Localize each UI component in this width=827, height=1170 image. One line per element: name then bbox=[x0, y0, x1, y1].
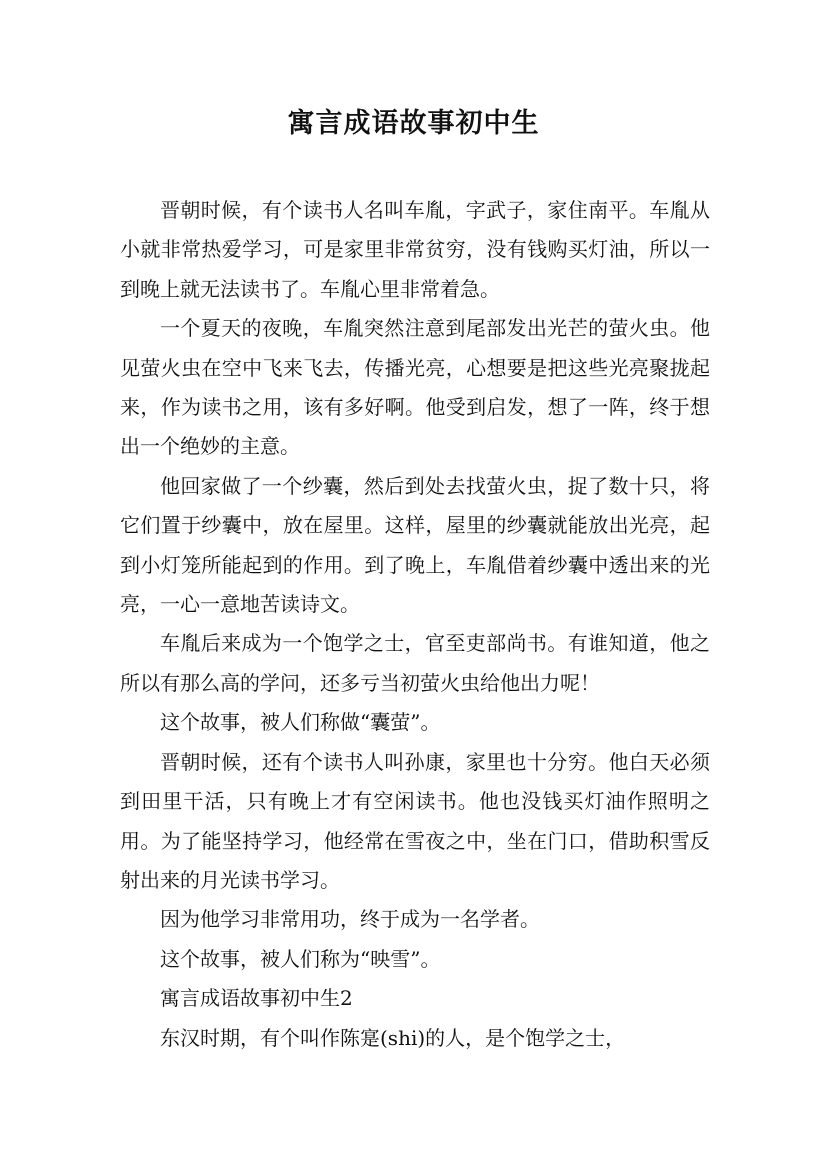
paragraph-5: 这个故事，被人们称做“囊萤”。 bbox=[160, 710, 441, 735]
paragraph-2: 一个夏天的夜晚，车胤突然注意到尾部发出光芒的萤火虫。他见萤火虫在空中飞来飞去，传播光亮，心想要是把这些光亮聚拢起来，作为读书之用，该有多好啊。他受到启发，想了一阵，终于想出一个绝妙的主意。 bbox=[120, 316, 710, 459]
document-title: 寓言成语故事初中生 bbox=[287, 108, 540, 139]
paragraph-10: 东汉时期，有个叫作陈寔(shi)的人，是个饱学之士， bbox=[160, 1025, 626, 1050]
paragraph-3: 他回家做了一个纱囊，然后到处去找萤火虫，捉了数十只，将它们置于纱囊中，放在屋里。这样，屋里的纱囊就能放出光亮，起到小灯笼所能起到的作用。到了晚上，车胤借着纱囊中透出来的光亮，一心一意地苦读诗文。 bbox=[120, 473, 710, 617]
document-body bbox=[120, 191, 710, 1058]
paragraph-8: 这个故事，被人们称为“映雪”。 bbox=[160, 946, 441, 971]
paragraph-1: 晋朝时候，有个读书人名叫车胤，字武子，家住南平。车胤从小就非常热爱学习，可是家里非常贫穷，没有钱购买灯油，所以一到晚上就无法读书了。车胤心里非常着急。 bbox=[120, 198, 710, 301]
section-heading-2: 寓言成语故事初中生2 bbox=[160, 986, 353, 1011]
paragraph-6: 晋朝时候，还有个读书人叫孙康，家里也十分穷。他白天必须到田里干活，只有晚上才有空闲读书。他也没钱买灯油作照明之用。为了能坚持学习，他经常在雪夜之中，坐在门口，借助积雪反射出来的月光读书学习。 bbox=[120, 749, 710, 892]
paragraph-7: 因为他学习非常用功，终于成为一名学者。 bbox=[160, 907, 540, 932]
paragraph-4: 车胤后来成为一个饱学之士，官至吏部尚书。有谁知道，他之所以有那么高的学问，还多亏当初萤火虫给他出力呢！ bbox=[120, 631, 710, 695]
